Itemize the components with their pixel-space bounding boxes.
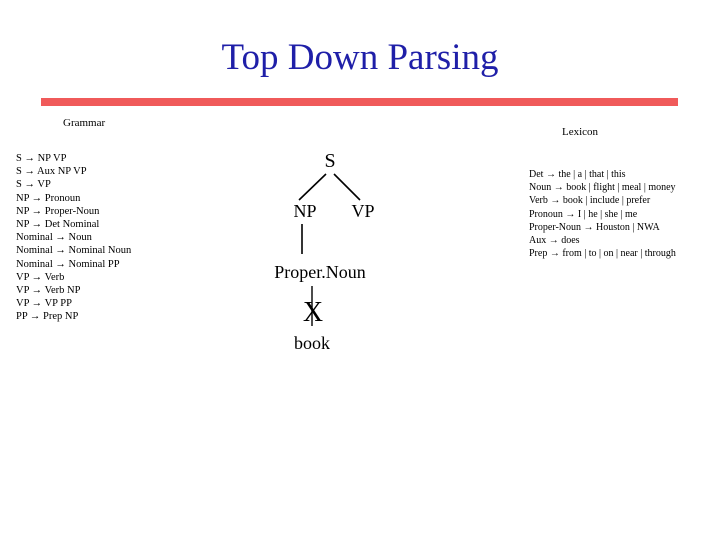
lexicon-entry: Verb → book | include | prefer: [529, 195, 651, 207]
tree-edge-s-vp: [334, 174, 360, 200]
grammar-rule: S → VP: [16, 179, 51, 191]
lexicon-entry: Det → the | a | that | this: [529, 169, 626, 180]
tree-node-vp: VP: [351, 201, 375, 221]
grammar-rule: VP → VP PP: [16, 298, 72, 310]
grammar-rule: VP → Verb NP: [16, 285, 81, 297]
lexicon-entries-list: [529, 168, 676, 260]
slide-title: Top Down Parsing: [221, 37, 499, 78]
tree-leaf-book: book: [294, 333, 330, 353]
grammar-rule: VP → Verb: [16, 271, 65, 283]
title-underline: [41, 98, 678, 106]
grammar-rule: Nominal → Noun: [16, 232, 92, 244]
parse-tree: [250, 140, 430, 370]
grammar-rule: Nominal → Nominal PP: [16, 258, 120, 270]
grammar-rule: S → Aux NP VP: [16, 166, 87, 178]
lexicon-entry: Noun → book | flight | meal | money: [529, 182, 676, 194]
grammar-rule: S → NP VP: [16, 153, 67, 164]
grammar-rule: PP → Prep NP: [16, 311, 79, 323]
tree-node-proper-noun: Proper.Noun: [274, 262, 366, 282]
grammar-rule: NP → Pronoun: [16, 192, 81, 204]
lexicon-entry: Proper-Noun → Houston | NWA: [529, 221, 660, 233]
grammar-heading: Grammar: [63, 117, 106, 129]
tree-node-np: NP: [293, 201, 317, 221]
grammar-rule: Nominal → Nominal Noun: [16, 245, 132, 257]
fail-mark-x: X: [302, 297, 324, 328]
lexicon-entry: Pronoun → I | he | she | me: [529, 208, 638, 220]
grammar-rule: NP → Proper-Noun: [16, 205, 100, 217]
lexicon-entry: Aux → does: [529, 235, 580, 247]
tree-node-s: S: [324, 150, 336, 172]
lexicon-heading: Lexicon: [562, 126, 599, 138]
grammar-rules-list: [16, 152, 131, 324]
grammar-rule: NP → Det Nominal: [16, 219, 100, 231]
lexicon-entry: Prep → from | to | on | near | through: [529, 248, 676, 260]
tree-edge-s-np: [299, 174, 326, 200]
